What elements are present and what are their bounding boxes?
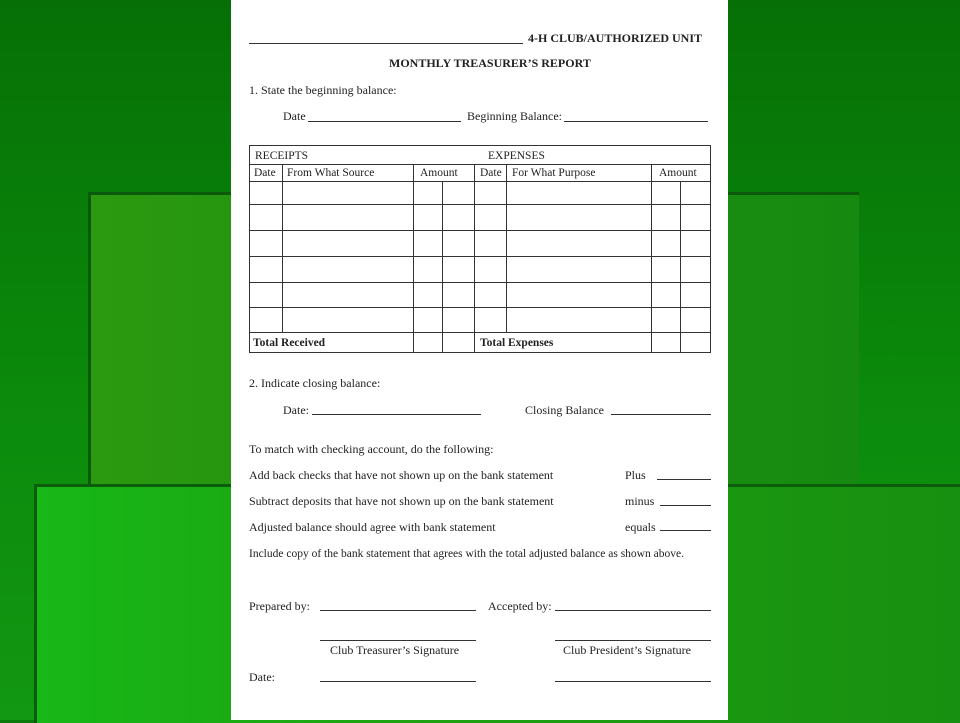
total-received-label: Total Received [253,337,326,349]
expenses-label: EXPENSES [488,150,545,162]
president-signature-line[interactable] [555,640,711,641]
signature-date-label: Date: [249,670,275,684]
total-expenses-label: Total Expenses [480,337,554,349]
beginning-balance-line[interactable] [564,121,708,122]
begin-date-line[interactable] [308,121,461,122]
prepared-by-line[interactable] [320,610,476,611]
subtract-text: Subtract deposits that have not shown up on the bank statement [249,494,554,508]
reconcile-intro: To match with checking account, do the following: [249,442,494,456]
president-date-line[interactable] [555,681,711,682]
receipts-expenses-table [249,145,711,353]
col-for-purpose: For What Purpose [512,167,596,179]
president-signature-label: Club President’s Signature [563,643,691,657]
equals-line[interactable] [660,530,711,531]
closing-date-label: Date: [283,403,309,417]
unit-label: 4-H CLUB/AUTHORIZED UNIT [528,31,703,45]
col-date-expenses: Date [480,167,502,179]
closing-date-line[interactable] [312,414,481,415]
include-copy-text: Include copy of the bank statement that agrees with the total adjusted balance as shown above. [249,548,684,560]
treasurer-date-line[interactable] [320,681,476,682]
prepared-by-label: Prepared by: [249,599,310,613]
closing-balance-label: Closing Balance [525,403,604,417]
minus-label: minus [625,494,655,508]
col-amount-expenses: Amount [659,167,697,179]
col-from-source: From What Source [287,167,375,179]
plus-line[interactable] [657,479,711,480]
form-title: MONTHLY TREASURER’S REPORT [389,56,591,70]
equals-label: equals [625,520,656,534]
treasurer-signature-line[interactable] [320,640,476,641]
col-date-receipts: Date [254,167,276,179]
section2-heading: 2. Indicate closing balance: [249,376,381,390]
col-amount-receipts: Amount [420,167,458,179]
add-back-text: Add back checks that have not shown up on the bank statement [249,468,554,482]
accepted-by-label: Accepted by: [488,599,552,613]
receipts-label: RECEIPTS [255,150,309,162]
accepted-by-line[interactable] [555,610,711,611]
section1-heading: 1. State the beginning balance: [249,83,397,97]
minus-line[interactable] [660,505,711,506]
unit-name-line[interactable] [249,43,523,44]
beginning-balance-label: Beginning Balance: [467,109,562,123]
treasurer-signature-label: Club Treasurer’s Signature [330,643,460,657]
treasurer-report-form [231,0,728,720]
plus-label: Plus [625,468,646,482]
begin-date-label: Date [283,109,306,123]
adjusted-text: Adjusted balance should agree with bank statement [249,520,496,534]
closing-balance-line[interactable] [611,414,711,415]
